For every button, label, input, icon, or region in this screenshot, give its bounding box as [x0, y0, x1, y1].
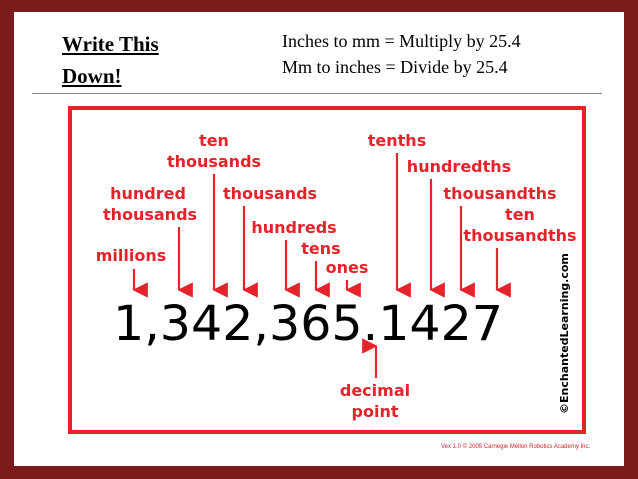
slide-title [62, 28, 159, 92]
place-value-figure [72, 110, 582, 430]
title-line-1: Write This [62, 32, 159, 56]
place-value-diagram [72, 110, 582, 430]
conversion-mm-to-inches: Mm to inches = Divide by 25.4 [282, 57, 508, 77]
label-hundreds: hundreds [251, 218, 337, 237]
title-line-2: Down! [62, 64, 122, 88]
conversion-inches-to-mm: Inches to mm = Multiply by 25.4 [282, 31, 521, 51]
label-tens: tens [301, 239, 341, 258]
label-thousands: thousands [222, 184, 318, 203]
label-hundred-thousands-1: hundred [110, 184, 186, 203]
label-ten-thousandths-2: thousandths [463, 226, 577, 245]
conversion-notes [282, 28, 521, 80]
label-hundred-thousands-2: thousands [102, 205, 198, 224]
label-ten-thousands-1: ten [199, 131, 229, 150]
label-ten-thousandths-1: ten [505, 205, 535, 224]
label-millions: millions [95, 246, 167, 265]
example-number: 1,342,365.1427 [113, 296, 504, 352]
label-decimal-point-2: point [351, 402, 399, 421]
label-tenths: tenths [367, 131, 427, 150]
copyright-footer: Vex 1.0 © 2005 Carnegie Mellon Robotics Academy Inc. [441, 444, 591, 450]
slide [14, 12, 624, 466]
label-decimal-point-1: decimal [339, 381, 411, 400]
label-ones: ones [325, 258, 369, 277]
enchanted-learning-credit: ©EnchantedLearning.com [558, 253, 571, 414]
label-ten-thousands-2: thousands [166, 152, 262, 171]
label-hundredths: hundredths [406, 157, 512, 176]
label-thousandths: thousandths [443, 184, 557, 203]
divider [32, 93, 602, 94]
